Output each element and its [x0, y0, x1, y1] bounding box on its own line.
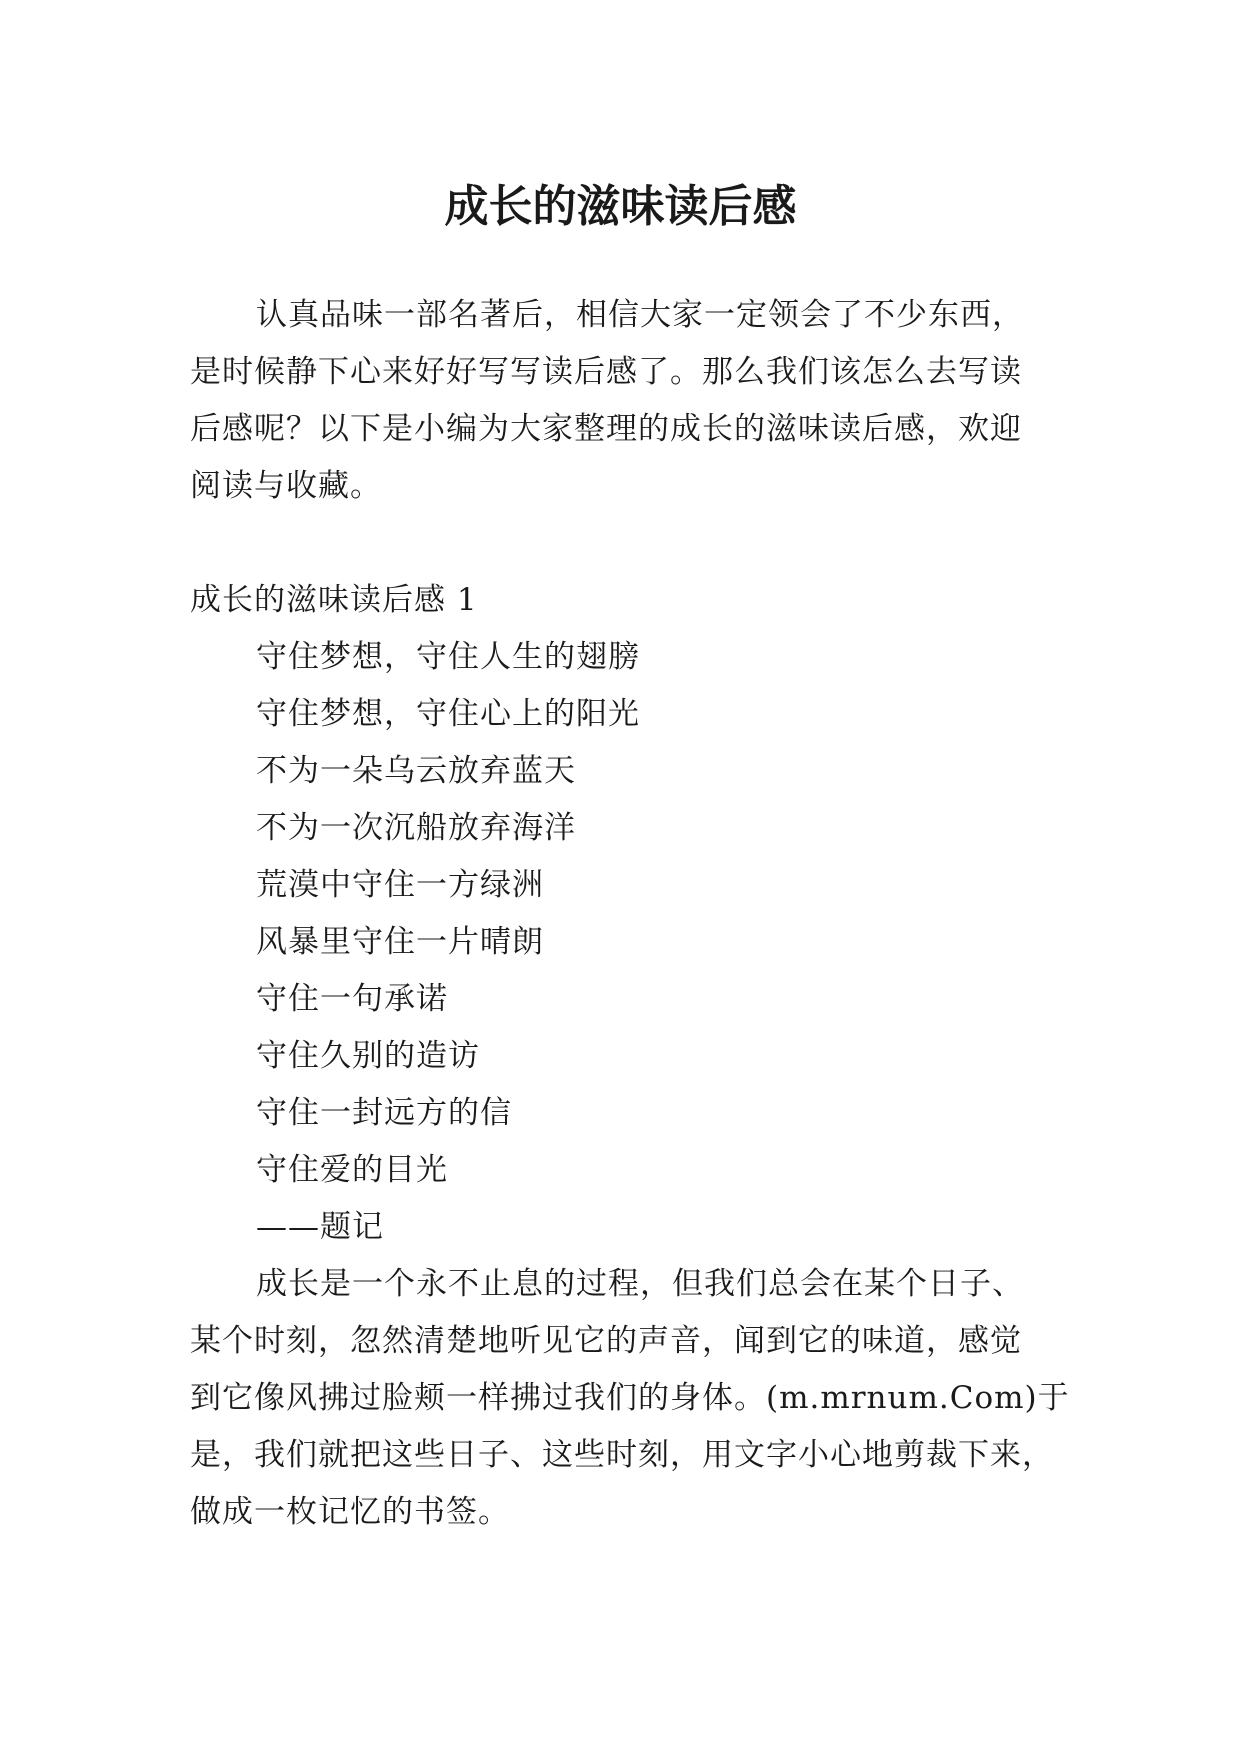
- body-line: 某个时刻，忽然清楚地听见它的声音，闻到它的味道，感觉: [190, 1323, 1022, 1359]
- intro-line: 阅读与收藏。: [190, 468, 382, 504]
- poem-line: 守住一句承诺: [256, 981, 448, 1017]
- poem-line: 不为一朵乌云放弃蓝天: [256, 753, 576, 789]
- document-title: 成长的滋味读后感: [444, 181, 797, 233]
- poem-line: 风暴里守住一片晴朗: [256, 924, 544, 960]
- poem-line: 守住久别的造访: [256, 1038, 480, 1074]
- intro-line: 后感呢？以下是小编为大家整理的成长的滋味读后感，欢迎: [190, 411, 1022, 447]
- poem-line: 守住一封远方的信: [256, 1095, 512, 1131]
- poem-line: 守住梦想，守住心上的阳光: [256, 696, 640, 732]
- intro-line: 是时候静下心来好好写写读后感了。那么我们该怎么去写读: [190, 354, 1022, 390]
- intro-line: 认真品味一部名著后，相信大家一定领会了不少东西，: [256, 297, 1024, 333]
- section-heading: 成长的滋味读后感 1: [190, 582, 478, 618]
- body-line: 成长是一个永不止息的过程，但我们总会在某个日子、: [256, 1266, 1024, 1302]
- poem-line: 守住爱的目光: [256, 1152, 448, 1188]
- body-line: 做成一枚记忆的书签。: [190, 1494, 510, 1530]
- poem-line: 守住梦想，守住人生的翅膀: [256, 639, 640, 675]
- poem-epigraph-attribution: ——题记: [256, 1209, 384, 1245]
- body-line: 到它像风拂过脸颊一样拂过我们的身体。(m.mrnum.Com)于: [190, 1380, 1070, 1416]
- body-line: 是，我们就把这些日子、这些时刻，用文字小心地剪裁下来，: [190, 1437, 1054, 1473]
- poem-line: 不为一次沉船放弃海洋: [256, 810, 576, 846]
- poem-line: 荒漠中守住一方绿洲: [256, 867, 544, 903]
